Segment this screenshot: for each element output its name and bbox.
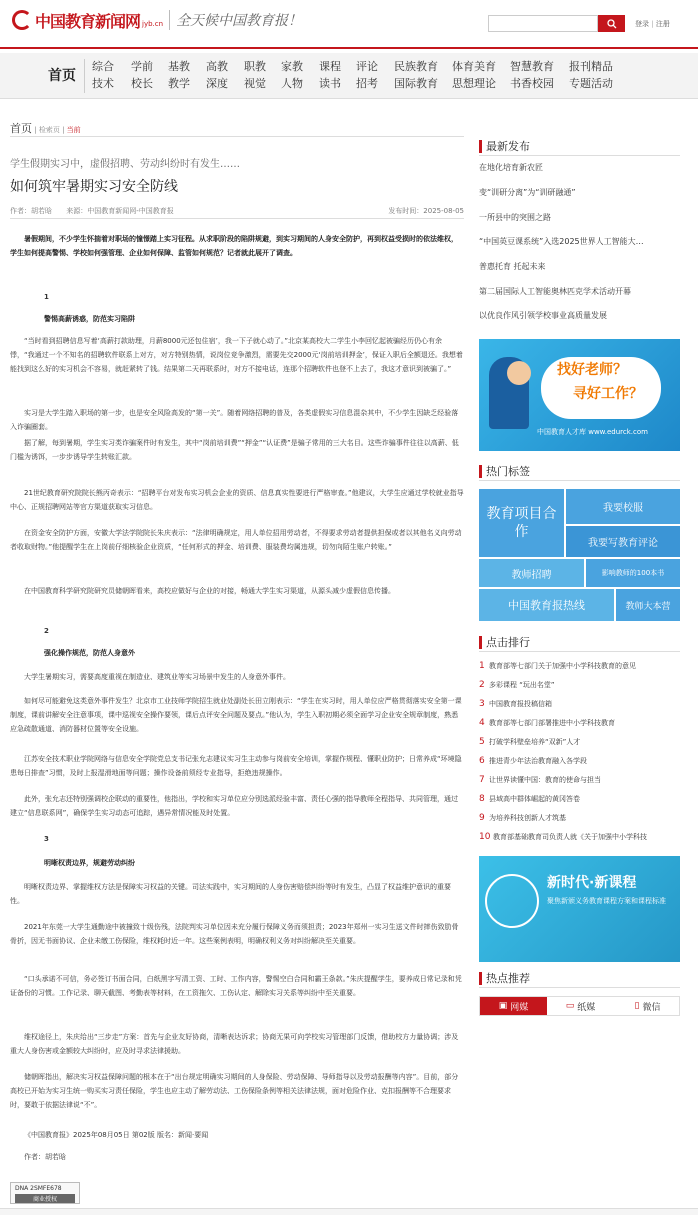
rank-title-text: 多彩课程 “玩出名堂” — [489, 681, 555, 689]
rank-item[interactable] — [479, 775, 680, 785]
breadcrumb: 首页 | 检索页 | 当前 — [10, 122, 81, 135]
rank-number: 4 — [479, 718, 485, 728]
rank-item[interactable] — [479, 718, 680, 728]
article-paragraph: 实习是大学生踏入职场的第一步，也是安全风险高发的“第一关”。随着网络招聘的普及，各类虚假实习信息混杂其中，不少学生因缺乏经验落入诈骗圈套。 — [10, 409, 459, 431]
footer-strip — [0, 1208, 698, 1215]
tab-wechat[interactable]: ▯ 微信 — [634, 1001, 661, 1013]
logo-mark-icon — [12, 10, 32, 30]
rank-title-text: 教育部基础教育司负责人就《关于加强中小学科技 — [493, 833, 647, 841]
tab-print-media[interactable]: ▭ 纸媒 — [565, 1001, 596, 1013]
nav-column — [356, 58, 378, 92]
monitor-icon: ▭ — [565, 1001, 575, 1011]
section-heading: 警惕高薪诱惑，防范实习陷阱 — [44, 315, 135, 323]
recommend-tabs — [479, 996, 680, 1016]
article-subtitle: 学生假期实习中，虚假招聘、劳动纠纷时有发生…… — [10, 159, 240, 170]
nav-column — [569, 58, 613, 92]
rank-title-text: 中国教育报投稿信箱 — [489, 700, 552, 708]
rank-item[interactable] — [479, 832, 680, 842]
search-icon — [607, 19, 617, 29]
main-nav — [0, 53, 698, 99]
latest-news-item[interactable]: 在地化培育新农匠 — [479, 163, 543, 172]
nav-home[interactable]: 首页 — [48, 68, 76, 84]
article-paragraph: 江苏安全技术职业学院网络与信息安全学院党总支书记张允志建议实习生主动参与岗前安全培训，掌握作规程、懂职业防护；日常养成“环境隐患每日排查”习惯，及时上报湿滑地面等问题；操作设备前须经专业指导，拒绝违规操作。 — [10, 755, 462, 777]
register-link[interactable]: 注册 — [655, 20, 670, 28]
ad-line-2: 寻好工作？ — [573, 386, 643, 402]
nav-link[interactable]: 思想理论 — [452, 77, 496, 90]
article-paragraph: “当时看到招聘信息写着‘高薪打款助理，月薪8000元还包住宿’，我一下子就心动了。”北京某高校大二学生小李回忆起被骗经历仍心有余悸，“我通过一个不知名的招聘软件联系上对方，对方特别热情，说岗位竞争激烈，需要先交2000元‘岗前培训押金’，保证入职后全额退还。我想着能找到这么好的实习机会不容易，就赶紧转了钱。结果第二天再联系时，对方不接电话，连那个招聘软件也登不上去了，我这才意识到被骗了。” — [10, 337, 463, 373]
rank-number: 3 — [479, 699, 485, 709]
nav-column — [452, 58, 496, 92]
nav-link[interactable]: 深度 — [206, 77, 228, 90]
person-illustration — [489, 357, 529, 429]
nav-link[interactable]: 综合 — [92, 60, 114, 73]
rank-item[interactable] — [479, 661, 680, 671]
article-paragraph: 2021年东莞一大学生通勤途中被撞致十级伤残，法院判实习单位因未充分履行保障义务而须担责；2023年郑州一实习生送文件时摔伤致肋骨骨折，因无书面协议、企业未缴工伤保险，维权耗时近一年。这些案例表明，明确权利义务对纠纷解决至关重要。 — [10, 923, 459, 945]
nav-link[interactable]: 专题活动 — [569, 77, 613, 90]
article-time: 发布时间：2025-08-05 — [388, 207, 464, 215]
article-paragraph: 储朝晖指出，解决实习权益保障问题的根本在于“出台规定明确实习期间的人身保险、劳动保障、导师指导以及劳动报酬等内容”。目前，部分高校已开始为实习生统一购买实习责任保险，学生也应主动了解劳动法、工伤保险条例等相关法律法规，面对危险作业、克扣报酬等不合理要求时，要敢于依据法律说“不”。 — [10, 1073, 459, 1109]
header-divider — [0, 47, 698, 49]
nav-link[interactable]: 技术 — [92, 77, 114, 90]
nav-link[interactable]: 校长 — [131, 77, 153, 90]
logo-text: 中国教育新闻网 — [35, 11, 141, 31]
copyright-badge[interactable] — [10, 1182, 80, 1204]
tag-teacher-recruit[interactable]: 教师招聘 — [479, 559, 584, 587]
ad-line-1: 找好老师？ — [557, 362, 627, 378]
nav-link[interactable]: 家教 — [281, 60, 303, 73]
section-marker — [479, 465, 482, 478]
login-link[interactable]: 登录 — [635, 20, 649, 28]
phone-icon: ▯ — [634, 1001, 640, 1011]
section-marker — [479, 140, 482, 153]
web-media-icon: ▣ — [498, 1001, 508, 1011]
article-paragraph: 如何尽可能避免这类意外事件发生？北京市工业技师学院招生就业处副处长田立刚表示：“学生在实习时，用人单位应严格贯彻落实安全第一课制度，课前讲解安全注意事项，课中巡视安全操作要领，课后点评安全问题及要点。”他认为，学生入职初期必须全面学习企业安全规章制度，熟悉应急疏散通道、消防器材位置等安全设施。 — [10, 697, 462, 733]
recommend-title: 热点推荐 — [486, 972, 530, 985]
article-title: 如何筑牢暑期实习安全防线 — [10, 179, 178, 195]
article-paragraph: 维权途径上，朱庆给出“三步走”方案：首先与企业友好协商，清晰表达诉求；协商无果可向学校实习管理部门反馈，借助校方力量协调；涉及重大人身伤害或金额较大纠纷时，应及时寻求法律援助。 — [10, 1033, 459, 1055]
nav-link[interactable]: 基教 — [168, 60, 190, 73]
tag-project-cooperation[interactable]: 教育项目合作 — [479, 489, 564, 557]
site-logo[interactable] — [12, 6, 302, 34]
nav-link[interactable]: 体育美育 — [452, 60, 496, 73]
banner-title: 新时代·新课程 — [547, 875, 637, 891]
article-meta — [10, 206, 464, 216]
latest-news-item[interactable]: 以优良作风引领学校事业高质量发展 — [479, 311, 607, 320]
rank-item[interactable] — [479, 680, 680, 690]
nav-link[interactable]: 民族教育 — [394, 60, 438, 73]
tag-school-uniform[interactable]: 我要校服 — [566, 489, 680, 524]
banner-subtitle: 聚焦新颁义务教育课程方案和课程标准 — [547, 897, 666, 905]
latest-header — [479, 138, 680, 156]
rank-number: 5 — [479, 737, 485, 747]
banner-circle-icon — [485, 874, 539, 928]
dna-label: 商业授权 — [15, 1194, 75, 1203]
nav-link[interactable]: 评论 — [356, 60, 378, 73]
breadcrumb-section[interactable]: 检索页 — [38, 126, 60, 134]
logo-domain: jyb.cn — [142, 20, 164, 28]
search-button[interactable] — [598, 15, 625, 32]
nav-column — [131, 58, 153, 92]
tab-web-media[interactable]: ▣ 网媒 — [480, 997, 547, 1015]
tag-write-review[interactable]: 我要写教育评论 — [566, 526, 680, 557]
nav-link[interactable]: 读书 — [319, 77, 341, 90]
article-paragraph: 在中国教育科学研究院研究员储朝晖看来，高校应做好与企业的对接，畅通大学生实习渠道，从源头减少虚假信息传播。 — [24, 587, 395, 595]
nav-column — [244, 58, 266, 92]
latest-news-item[interactable]: 变“训研分离”为“训研融通” — [479, 188, 576, 197]
rank-item[interactable] — [479, 756, 680, 766]
nav-link[interactable]: 报刊精品 — [569, 60, 613, 73]
article-author: 作者：胡若晗 — [10, 207, 52, 215]
section-number: 2 — [44, 627, 49, 635]
nav-link[interactable]: 国际教育 — [394, 77, 438, 90]
nav-column — [510, 58, 554, 92]
rank-title-text: 教育部等七部门部署推进中小学科技教育 — [489, 719, 615, 727]
section-marker — [479, 972, 482, 985]
rank-title-text: 教育部等七部门关于加强中小学科技教育的意见 — [489, 662, 636, 670]
nav-column — [206, 58, 228, 92]
section-number: 3 — [44, 835, 49, 843]
recommend-header — [479, 970, 680, 988]
section-number: 1 — [44, 293, 49, 301]
rank-title-text: 打破学科壁垒培养“双新”人才 — [489, 738, 581, 746]
article-paragraph: 大学生暑期实习，需要高度重视在制造业、建筑业等实习场景中发生的人身意外事件。 — [24, 673, 290, 681]
rank-number: 7 — [479, 775, 485, 785]
nav-link[interactable]: 教学 — [168, 77, 190, 90]
rank-title-text: 推进青少年法治教育融入各学段 — [489, 757, 587, 765]
article-paragraph: 在资金安全防护方面，安徽大学法学院院长朱庆表示：“法律明确规定，用人单位招用劳动者，不得要求劳动者提供担保或者以其他名义向劳动者收取财物。”他提醒学生在上岗前仔细核验企业资质，“任何形式的押金、培训费、服装费均属违规，切勿向陌生账户转账。” — [10, 529, 462, 551]
nav-link[interactable]: 学前 — [131, 60, 153, 73]
tag-teacher-camp[interactable]: 教师大本营 — [616, 589, 680, 621]
rank-number: 9 — [479, 813, 485, 823]
rank-number: 10 — [479, 832, 491, 842]
meta-divider — [10, 218, 464, 219]
rank-item[interactable] — [479, 794, 680, 804]
nav-link[interactable]: 书香校园 — [510, 77, 554, 90]
article-lead: 暑假期间，不少学生怀揣着对职场的憧憬踏上实习征程。从求职阶段的陷阱规避，到实习期间的人身安全防护，再到权益受损时的依法维权，学生如何提高警惕、学校如何强管理、企业如何保障、监管如何规范？记者就此展开了调查。 — [10, 235, 458, 257]
rank-title-text: 县域高中群体崛起的黄冈答卷 — [489, 795, 580, 803]
nav-column — [92, 58, 114, 92]
nav-link[interactable]: 课程 — [319, 60, 341, 73]
latest-news-item[interactable]: “中国英豆课系统”入选2025世界人工智能大… — [479, 237, 644, 246]
logo-divider — [169, 10, 170, 30]
breadcrumb-divider — [10, 136, 464, 137]
dna-code: DNA 2SMFE678 — [15, 1185, 62, 1192]
latest-news-item[interactable]: 普惠托育 托起未来 — [479, 262, 546, 271]
hot-tags-header — [479, 463, 680, 481]
author-note: 作者：胡若晗 — [24, 1153, 66, 1161]
rank-number: 8 — [479, 794, 485, 804]
hot-tags-title: 热门标签 — [486, 465, 530, 478]
article-paragraph: 21世纪教育研究院院长熊丙奇表示：“招聘平台对发布实习机会企业的资质、信息真实性要进行严格审查。”他建议，大学生应通过学校就业指导中心、正规招聘网站等官方渠道获取实习信息。 — [10, 489, 464, 511]
nav-link[interactable]: 高教 — [206, 60, 228, 73]
rank-item[interactable] — [479, 699, 680, 709]
ad-footer: 中国教育人才库 www.edurck.com — [537, 428, 648, 436]
nav-link[interactable]: 人物 — [281, 77, 303, 90]
nav-divider — [84, 59, 85, 93]
article-paragraph: “口头承诺不可信，务必签订书面合同，白纸黑字写清工资、工时、工作内容，警惕空白合同和霸王条款。”朱庆提醒学生，要养成日常记录和凭证备份的习惯。工作记录、聊天截图、考勤表等材料，在工资拖欠、工伤认定、解除实习关系等纠纷中至关重要。 — [10, 975, 462, 997]
rank-item[interactable] — [479, 737, 680, 747]
rank-title-text: 为培养科技创新人才筑基 — [489, 814, 566, 822]
latest-title: 最新发布 — [486, 140, 530, 153]
breadcrumb-current: 当前 — [66, 126, 81, 134]
nav-column — [168, 58, 190, 92]
tag-100-books[interactable]: 影响教师的100本书 — [586, 559, 680, 587]
nav-link[interactable]: 职教 — [244, 60, 266, 73]
nav-column — [281, 58, 303, 92]
nav-link[interactable]: 视觉 — [244, 77, 266, 90]
account-links: 登录 | 注册 — [635, 20, 670, 28]
article-source: 来源：中国教育新闻网-中国教育报 — [66, 207, 174, 215]
rank-title: 点击排行 — [486, 636, 530, 649]
latest-news-item[interactable]: 第二届国际人工智能奥林匹克学术活动开幕 — [479, 287, 631, 296]
article-paragraph: 明晰权责边界、掌握维权方法是保障实习权益的关键。司法实践中，实习期间的人身伤害赔偿纠纷等时有发生，凸显了权益维护意识的重要性。 — [10, 883, 451, 905]
talent-ad-banner[interactable] — [479, 339, 680, 451]
source-note: 《中国教育报》2025年08月05日 第02版 版名：新闻·要闻 — [24, 1131, 209, 1139]
site-slogan: 全天候中国教育报！ — [176, 13, 303, 29]
section-heading: 明晰权责边界，规避劳动纠纷 — [44, 859, 135, 867]
rank-title-text: 让世界读懂中国：教育的使命与担当 — [489, 776, 601, 784]
section-heading: 强化操作规范，防范人身意外 — [44, 649, 135, 657]
tag-hotline[interactable]: 中国教育报热线 — [479, 589, 614, 621]
new-curriculum-banner[interactable] — [479, 856, 680, 962]
rank-number: 1 — [479, 661, 485, 671]
search-input[interactable] — [488, 15, 598, 32]
nav-link[interactable]: 招考 — [356, 77, 378, 90]
nav-link[interactable]: 智慧教育 — [510, 60, 554, 73]
article-paragraph: 据了解，每到暑期，学生实习类诈骗案件时有发生，其中“岗前培训费”“押金”“认证费”是骗子常用的三大名目。这些诈骗事件往往以高薪、低门槛为诱饵，一步步诱导学生转账汇款。 — [10, 439, 459, 461]
rank-number: 2 — [479, 680, 485, 690]
nav-column — [394, 58, 438, 92]
rank-item[interactable] — [479, 813, 680, 823]
section-marker — [479, 636, 482, 649]
nav-column — [319, 58, 341, 92]
latest-news-item[interactable]: 一所县中的突围之路 — [479, 213, 551, 222]
top-bar — [0, 0, 698, 44]
breadcrumb-home[interactable]: 首页 — [10, 122, 32, 135]
rank-header — [479, 634, 680, 652]
article-paragraph: 此外，张允志还特别强调校企联动的重要性，他指出，学校和实习单位应分别选派经验丰富、责任心强的指导教师全程指导、共同管理，通过建立“信息联系网”，确保学生实习动态可追踪，遇异常情况能及时处置。 — [10, 795, 458, 817]
rank-number: 6 — [479, 756, 485, 766]
